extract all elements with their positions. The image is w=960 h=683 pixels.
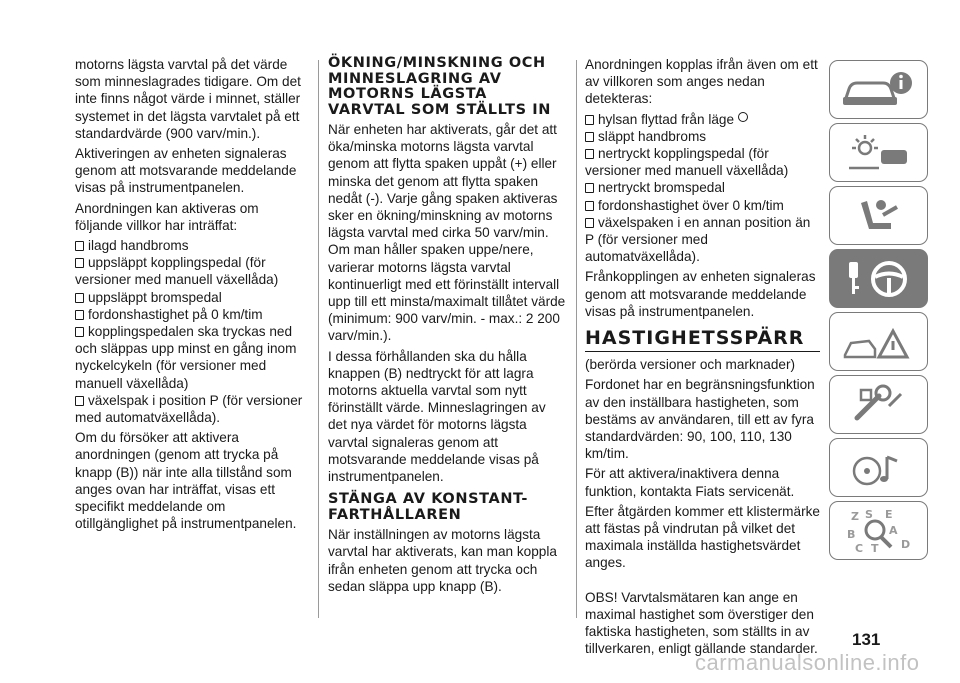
checkbox-icon — [75, 327, 84, 337]
alphabet-letter: S — [864, 507, 873, 521]
list-item: släppt handbroms — [585, 128, 820, 145]
tab-seat-airbag[interactable] — [829, 186, 928, 245]
list-item: växelspaken i en annan position än P (för versioner med automatväxellåda). — [585, 214, 811, 265]
section-heading: HASTIGHETSSPÄRR — [585, 330, 820, 352]
paragraph: När enheten har aktiverats, går det att öka/minska motorns lägsta varvtal genom att flytta spaken uppåt (+) eller minska det genom att flytta spaken nedåt (-). Varje gång spaken aktiveras sker en ökning/minskning av motorns lägsta varvtal med cirka 50 varv/min. Om man håller spaken uppe/nere, varierar motorns lägsta varvtal kontinuerligt med ett förinställt intervall upp till ett minsta/maximalt tillåtet värde (minimum: 900 varv/min. - max.: 2 200 varv/min.). — [328, 122, 566, 344]
checkbox-icon — [75, 293, 84, 303]
alphabet-letter: B — [846, 527, 855, 541]
music-nav-icon — [839, 445, 919, 491]
text-column-1 — [75, 56, 307, 535]
seat-airbag-icon — [839, 193, 919, 239]
paragraph: Om du försöker att aktivera anordningen (genom att trycka på knapp (B)) när inte alla tillstånd som anges ovan har inträffat, visas ett specifikt meddelande om otillgänglighet på instrumentpanelen. — [75, 430, 297, 532]
text-column-3 — [585, 56, 820, 661]
column-divider — [576, 60, 577, 618]
checkbox-icon — [585, 218, 594, 228]
tab-service[interactable] — [829, 375, 928, 434]
list-item: nertryckt bromspedal — [585, 179, 820, 196]
column-divider — [318, 60, 319, 618]
list-item: hylsan flyttad från läge — [585, 111, 820, 128]
paragraph: (berörda versioner och marknader) — [585, 357, 796, 373]
paragraph: Fordonet har en begränsningsfunktion av den inställbara hastigheten, som bestäms av användaren, till ett av fyra standardvärden: 90, 100, 110, 130 km/tim. — [585, 377, 815, 462]
list-item: fordonshastighet över 0 km/tim — [585, 197, 820, 214]
checkbox-icon — [585, 115, 594, 125]
warning-car-icon — [839, 319, 919, 365]
paragraph: Efter åtgärden kommer ett klistermärke att fästas på vindrutan på vilket det maximala inställda hastighetsvärdet anges. — [585, 503, 820, 571]
checkbox-icon — [585, 183, 594, 193]
car-info-icon — [839, 67, 919, 113]
alphabet-letter: C — [854, 541, 863, 555]
paragraph: Anordningen kan aktiveras om följande villkor har inträffat: — [75, 200, 259, 233]
paragraph: Aktiveringen av enheten signaleras genom att motsvarande meddelande visas på instrumentpanelen. — [75, 146, 297, 196]
dashboard-lights-icon — [839, 130, 919, 176]
checkbox-icon — [75, 258, 84, 268]
checkbox-icon — [585, 132, 594, 142]
checkbox-icon — [585, 149, 594, 159]
alphabet-letter: Z — [850, 509, 859, 523]
section-heading: ÖKNING/MINSKNING OCH MINNESLAGRING AV MOTORNS LÄGSTA VARVTAL SOM STÄLLTS IN — [328, 55, 551, 118]
indicator-lamp-icon — [738, 112, 748, 122]
page-number: 131 — [852, 630, 881, 649]
checkbox-icon — [75, 241, 84, 251]
paragraph: För att aktivera/inaktivera denna funktion, kontakta Fiats servicenät. — [585, 466, 795, 499]
paragraph: Anordningen kopplas ifrån även om ett av villkoren som anges nedan detekteras: — [585, 57, 818, 107]
tab-warning[interactable] — [829, 312, 928, 371]
tab-dashboard-lights[interactable] — [829, 123, 928, 182]
alphabet-letter: E — [884, 507, 893, 521]
paragraph: I dessa förhållanden ska du hålla knappen (B) nedtryckt för att lagra motorns aktuella varvtal som nytt förinställt värde. Minneslagringen av det nya värdet för motorns lägsta varvtal signaleras genom att motsvarande meddelande visas på instrumentpanelen. — [328, 348, 546, 485]
tab-music-nav[interactable] — [829, 438, 928, 497]
list-item: ilagd handbroms — [75, 237, 307, 254]
list-item: uppsläppt kopplingspedal (för versioner med manuell växellåda) — [75, 255, 279, 288]
tab-alphabetical-index[interactable] — [829, 501, 928, 560]
paragraph: När inställningen av motorns lägsta varvtal har aktiverats, kan man koppla ifrån enheten genom att trycka och sedan släppa upp knapp (B). — [328, 527, 557, 594]
paragraph: OBS! Varvtalsmätaren kan ange en maximal hastighet som överstiger den faktiska hastigheten, som ställts in av tillverkaren, enligt gällande standarder. — [585, 589, 818, 657]
list-item: växelspak i position P (för versioner med automatväxellåda). — [75, 392, 303, 426]
section-heading: STÄNGA AV KONSTANT-FARTHÅLLAREN — [328, 491, 529, 523]
paragraph: Frånkopplingen av enheten signaleras genom att motsvarande meddelande visas på instrumentpanelen. — [585, 269, 816, 319]
list-item: fordonshastighet på 0 km/tim — [75, 306, 307, 323]
alphabet-letter: A — [888, 523, 898, 537]
paragraph: motorns lägsta varvtal på det värde som minneslagrades tidigare. Om det inte finns något värde i minnet, ställer systemet in det lägsta varvtalet på ett standardvärde (900 varv/min.). — [75, 57, 301, 141]
tab-car-info[interactable] — [829, 60, 928, 119]
chapter-tabs — [829, 60, 928, 564]
checkbox-icon — [75, 310, 84, 320]
tab-key-steering[interactable] — [829, 249, 928, 308]
key-steering-wheel-icon — [839, 256, 919, 302]
checkbox-icon — [75, 396, 84, 406]
text-column-2 — [328, 56, 566, 598]
checkbox-icon — [585, 201, 594, 211]
alphabet-index-icon — [839, 506, 919, 556]
list-item: uppsläppt bromspedal — [75, 289, 307, 306]
list-item: kopplingspedalen ska tryckas ned och släppas upp minst en gång inom nyckelcykeln (för versioner med manuell växellåda) — [75, 324, 297, 391]
wrench-service-icon — [839, 382, 919, 428]
alphabet-letter: T — [870, 541, 879, 555]
watermark: carmanualsonline.info — [695, 650, 920, 675]
alphabet-letter: D — [900, 537, 910, 551]
list-item: nertryckt kopplingspedal (för versioner med manuell växellåda) — [585, 146, 789, 179]
